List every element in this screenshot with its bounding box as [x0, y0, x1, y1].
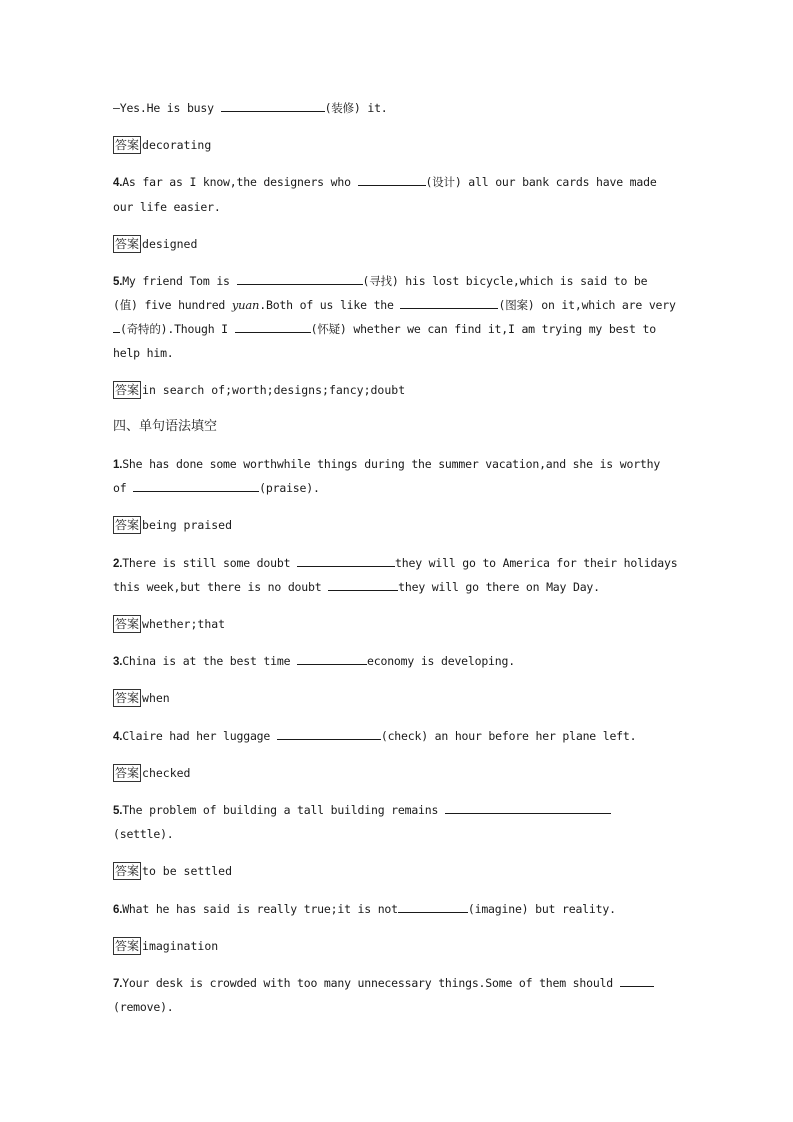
question-line — [113, 293, 681, 317]
question-line — [113, 897, 681, 922]
question-line — [113, 452, 681, 477]
question-line — [113, 724, 681, 749]
section-title: 四、单句语法填空 — [113, 419, 218, 434]
question-text: this week,but there is no doubt — [113, 580, 329, 594]
answer-badge: 答案 — [115, 939, 140, 953]
answer-text: checked — [142, 766, 191, 780]
question-text: our life easier. — [113, 200, 221, 214]
question-line — [113, 317, 681, 341]
question-text: (check) an hour before her plane left. — [380, 729, 637, 743]
question-line — [113, 798, 681, 823]
question-text: (settle). — [113, 827, 174, 841]
answer-badge: 答案 — [115, 518, 140, 532]
answer-blank[interactable] — [133, 478, 259, 492]
answer-row — [113, 936, 218, 956]
answer-row — [113, 763, 190, 783]
question-text: (寻找) his lost bicycle,which is said to be — [362, 274, 648, 288]
answer-blank[interactable] — [328, 577, 398, 591]
answer-blank[interactable] — [398, 899, 468, 913]
answer-row — [113, 380, 405, 400]
answer-row — [113, 688, 170, 708]
question-text: The problem of building a tall building remains — [122, 803, 445, 817]
answer-text: being praised — [142, 518, 233, 532]
answer-badge: 答案 — [115, 691, 140, 705]
answer-row — [113, 861, 232, 881]
answer-blank[interactable] — [400, 295, 498, 309]
answer-badge: 答案 — [115, 766, 140, 780]
question-text: (remove). — [113, 1000, 174, 1014]
question-text: Your desk is crowded with too many unnecessary things.Some of them should — [122, 976, 620, 990]
answer-text: to be settled — [142, 864, 233, 878]
answer-text: designed — [142, 237, 198, 251]
question-line — [113, 341, 681, 365]
question-number: 4. — [113, 731, 123, 743]
answer-text: when — [142, 691, 170, 705]
question-line — [113, 170, 681, 195]
answer-text: whether;that — [142, 617, 226, 631]
question-line — [113, 195, 681, 219]
question-line — [113, 649, 681, 674]
answer-blank[interactable] — [620, 973, 654, 987]
answer-blank[interactable] — [221, 98, 325, 112]
question-line — [113, 96, 681, 120]
question-text: (值) five hundred — [113, 298, 232, 312]
question-number: 2. — [113, 558, 123, 570]
question-text: There is still some doubt — [122, 556, 298, 570]
answer-row — [113, 234, 197, 254]
question-text: As far as I know,the designers who — [122, 175, 358, 189]
question-number: 6. — [113, 904, 123, 916]
question-number: 5. — [113, 276, 123, 288]
question-text: help him. — [113, 346, 174, 360]
question-text: they will go there on May Day. — [398, 580, 600, 594]
question-text: (奇特的).Though I — [120, 322, 235, 336]
answer-text: in search of;worth;designs;fancy;doubt — [142, 383, 406, 397]
question-number: 7. — [113, 978, 123, 990]
answer-blank[interactable] — [297, 651, 367, 665]
answer-badge: 答案 — [115, 864, 140, 878]
question-text: —Yes.He is busy — [113, 101, 221, 115]
answer-blank[interactable] — [113, 319, 120, 333]
question-text: they will go to America for their holidays — [395, 556, 678, 570]
answer-badge: 答案 — [115, 383, 140, 397]
answer-blank[interactable] — [297, 553, 395, 567]
answer-row — [113, 135, 211, 155]
answer-blank[interactable] — [235, 319, 311, 333]
question-line — [113, 476, 681, 500]
question-number: 3. — [113, 656, 123, 668]
question-text: economy is developing. — [367, 654, 515, 668]
question-text: (imagine) but reality. — [467, 902, 616, 916]
question-text: (praise). — [259, 481, 320, 495]
question-line — [113, 822, 681, 846]
answer-row — [113, 614, 225, 634]
question-text: (装修) it. — [324, 101, 388, 115]
question-text: of — [113, 481, 134, 495]
question-line — [113, 551, 681, 576]
question-number: 1. — [113, 459, 123, 471]
answer-blank[interactable] — [358, 172, 426, 186]
question-text: China is at the best time — [122, 654, 298, 668]
question-number: 4. — [113, 177, 123, 189]
answer-blank[interactable] — [445, 800, 611, 814]
question-text: (怀疑) whether we can find it,I am trying my best to — [310, 322, 656, 336]
question-text: She has done some worthwhile things during the summer vacation,and she is worthy — [122, 457, 661, 471]
question-text: .Both of us like the — [259, 298, 401, 312]
question-text: yuan — [231, 298, 260, 312]
answer-blank[interactable] — [277, 726, 381, 740]
answer-blank[interactable] — [237, 271, 363, 285]
answer-badge: 答案 — [115, 237, 140, 251]
question-line — [113, 575, 681, 599]
question-line — [113, 269, 681, 294]
question-number: 5. — [113, 805, 123, 817]
question-text: What he has said is really true;it is not — [122, 902, 398, 916]
answer-text: imagination — [142, 939, 219, 953]
answer-badge: 答案 — [115, 617, 140, 631]
question-text: (图案) on it,which are very — [498, 298, 676, 312]
answer-badge: 答案 — [115, 138, 140, 152]
question-line — [113, 971, 681, 996]
question-text: (设计) all our bank cards have made — [425, 175, 657, 189]
answer-text: decorating — [142, 138, 212, 152]
question-line — [113, 995, 681, 1019]
answer-row — [113, 515, 232, 535]
question-text: My friend Tom is — [122, 274, 237, 288]
question-text: Claire had her luggage — [122, 729, 277, 743]
